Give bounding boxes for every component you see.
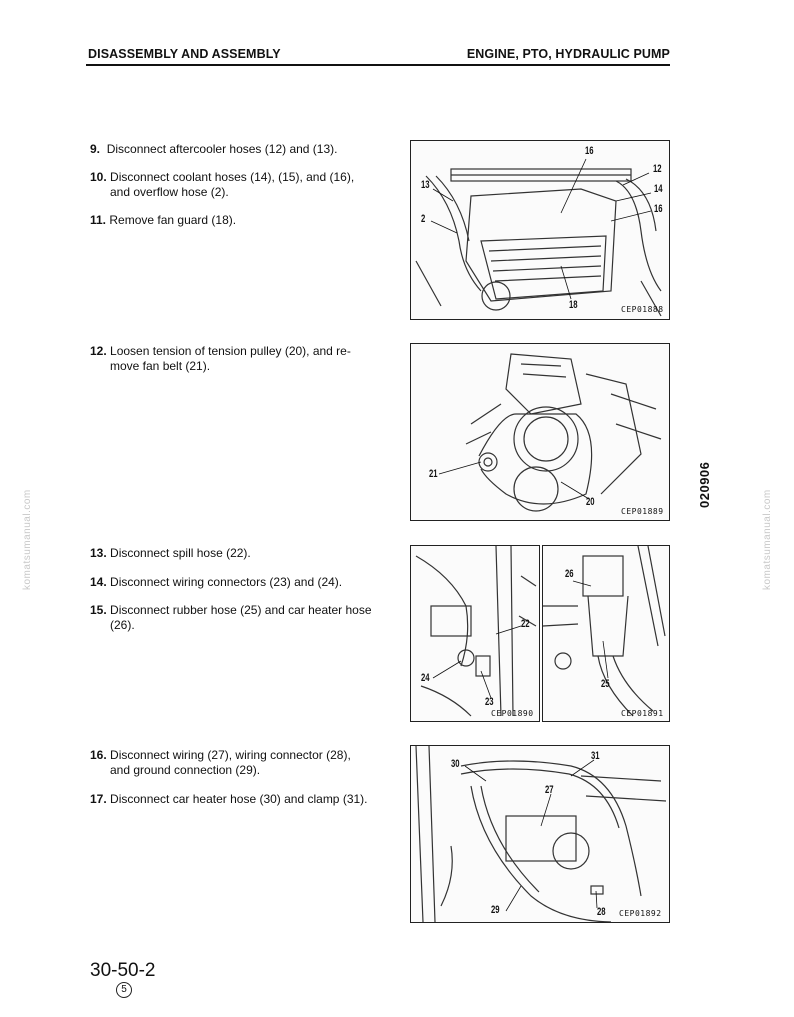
step-12: 12. Loosen tension of tension pulley (20), and re- move fan belt (21). [90, 344, 351, 373]
callout-22: 22 [521, 618, 530, 630]
callout-27: 27 [545, 784, 554, 796]
step-14: 14. Disconnect wiring connectors (23) and (24). [90, 575, 343, 589]
figure-fan-belt [410, 343, 670, 521]
callout-12: 12 [653, 163, 662, 175]
callout-29: 29 [491, 904, 500, 916]
callout-2: 2 [421, 213, 426, 225]
figure-code: CEP01888 [621, 305, 664, 314]
figure-spill-hose-drawing [411, 546, 539, 721]
header-chapter-title: ENGINE, PTO, HYDRAULIC PUMP [466, 47, 670, 61]
callout-23: 23 [485, 696, 494, 708]
step-17: 17. Disconnect car heater hose (30) and clamp (31). [90, 792, 368, 806]
callout-31: 31 [591, 750, 600, 762]
callout-24: 24 [421, 672, 430, 684]
figure-wiring-drawing [411, 746, 669, 922]
figure-spill-hose [410, 545, 540, 722]
header-section-title: DISASSEMBLY AND ASSEMBLY [88, 47, 281, 61]
callout-13: 13 [421, 179, 430, 191]
step-9: 9. Disconnect aftercooler hoses (12) and (13). [90, 142, 338, 156]
figure-wiring [410, 745, 670, 923]
figure-code: CEP01891 [621, 709, 664, 718]
figure-fan-belt-drawing [411, 344, 669, 520]
revision-mark: 5 [116, 982, 132, 998]
step-11: 11. Remove fan guard (18). [90, 213, 237, 227]
callout-26: 26 [565, 568, 574, 580]
watermark-right: komatsumanual.com [762, 489, 773, 590]
callout-28: 28 [597, 906, 606, 918]
figure-code: CEP01889 [621, 507, 664, 516]
callout-16-right: 16 [654, 203, 663, 215]
callout-21: 21 [429, 468, 438, 480]
step-10: 10. Disconnect coolant hoses (14), (15), and (16), and overflow hose (2). [90, 170, 355, 199]
figure-fan-guard [410, 140, 670, 320]
step-15: 15. Disconnect rubber hose (25) and car heater hose (26). [90, 603, 372, 632]
watermark-left: komatsumanual.com [22, 489, 33, 590]
page-number: 30-50-2 [90, 960, 156, 981]
callout-25: 25 [601, 678, 610, 690]
figure-heater-hose-drawing [543, 546, 669, 721]
callout-14: 14 [654, 183, 663, 195]
callout-30: 30 [451, 758, 460, 770]
figure-fan-guard-drawing [411, 141, 669, 319]
figure-code: CEP01890 [491, 709, 534, 718]
document-code: 020906 [697, 461, 712, 508]
callout-20: 20 [586, 496, 595, 508]
step-16: 16. Disconnect wiring (27), wiring connector (28), and ground connection (29). [90, 748, 351, 777]
figure-heater-hose [542, 545, 670, 722]
callout-16-top: 16 [585, 145, 594, 157]
figure-code: CEP01892 [619, 909, 662, 918]
header-rule [86, 64, 670, 66]
callout-18: 18 [569, 299, 578, 311]
step-13: 13. Disconnect spill hose (22). [90, 546, 251, 560]
